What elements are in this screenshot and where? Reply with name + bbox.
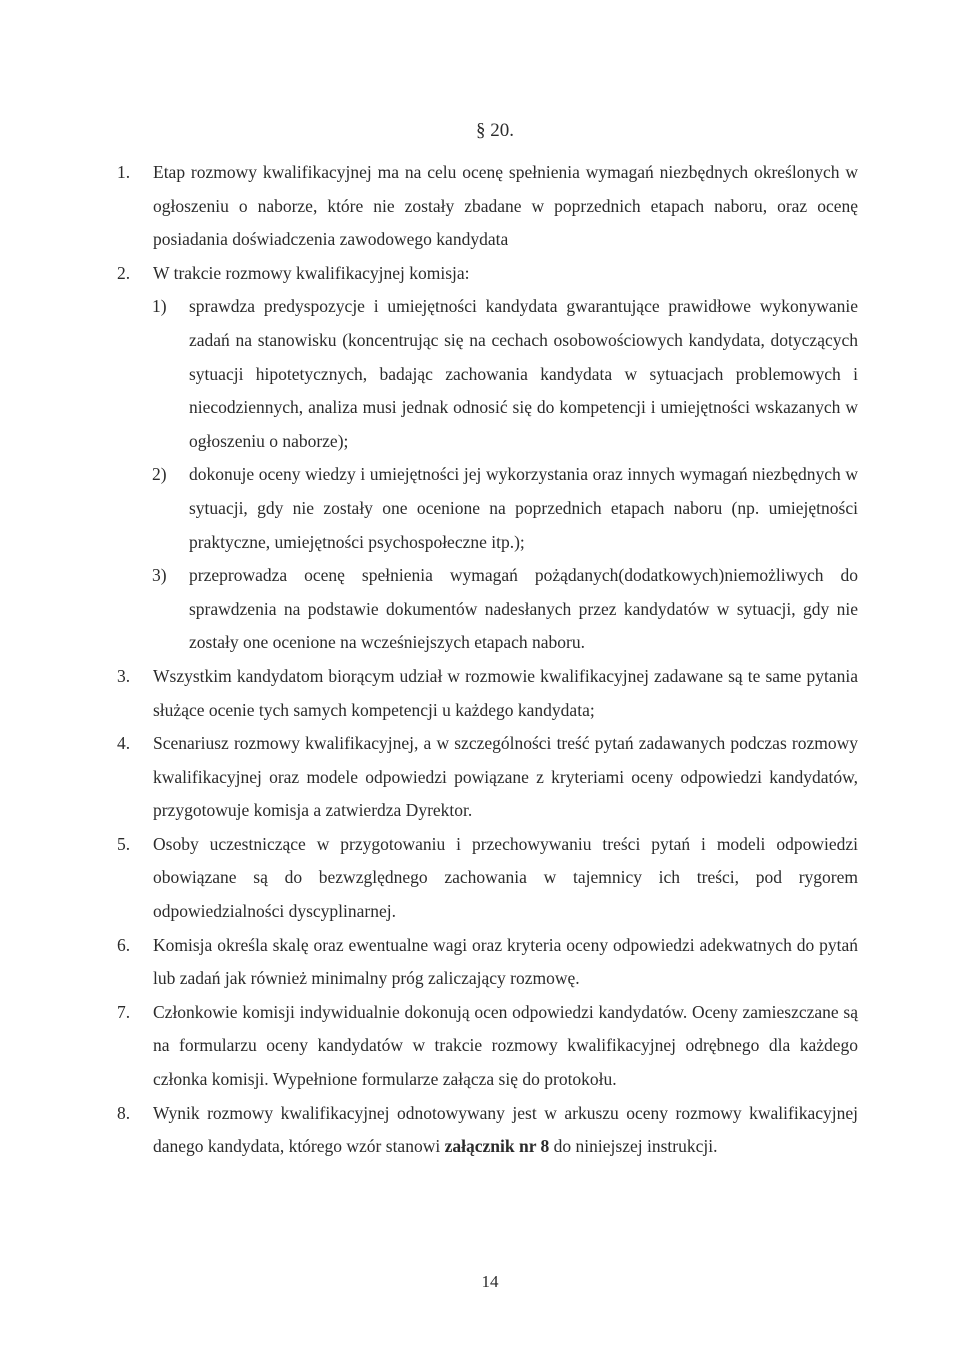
paragraph-5 (0, 828, 960, 929)
paragraph-number: 5. (117, 833, 131, 854)
paragraph-2 (0, 257, 960, 291)
paragraph-number: 3. (117, 665, 131, 686)
paragraph-number: 4. (117, 733, 131, 754)
subparagraph-text: przeprowadza ocenę spełnienia wymagań pożądanych(dodatkowych)niemożliwych do sprawdzenia na podstawie dokumentów nadesłanych przez kandydatów w sytuacji, gdy nie zostały one ocenione na wcześniejszych etapach naboru. (189, 565, 858, 653)
subparagraph-2 (0, 458, 960, 559)
paragraph-list (0, 156, 960, 1164)
paragraph-text: Osoby uczestniczące w przygotowaniu i przechowywaniu treści pytań i modeli odpowiedzi obowiązane są do bezwzględnego zachowania w tajemnicy ich treści, pod rygorem odpowiedzialności dyscyplinarnej. (153, 833, 858, 922)
subparagraph-text: dokonuje oceny wiedzy i umiejętności jej wykorzystania oraz innych wymagań niezbędnych w sytuacji, gdy nie zostały one ocenione na poprzednich etapach naboru (np. umiejętności praktyczne, umiejętności psychospołeczne itp.); (189, 464, 858, 552)
page-number: 14 (481, 1272, 499, 1291)
paragraph-3 (0, 660, 960, 727)
paragraph-6 (0, 929, 960, 996)
paragraph-number: 1. (117, 162, 131, 182)
subparagraph-number: 1) (152, 296, 167, 317)
paragraph-text: Scenariusz rozmowy kwalifikacyjnej, a w szczególności treść pytań zadawanych podczas rozmowy kwalifikacyjnej oraz modele odpowiedzi powiązane z kryteriami oceny odpowiedzi kandydatów, przygotowuje komisja a zatwierdza Dyrektor. (153, 733, 858, 821)
paragraph-text: W trakcie rozmowy kwalifikacyjnej komisja: (153, 262, 470, 283)
paragraph-number: 6. (117, 934, 131, 955)
paragraph-text: Członkowie komisji indywidualnie dokonują ocen odpowiedzi kandydatów. Oceny zamieszczane są na formularzu oceny kandydatów w trakcie rozmowy kwalifikacyjnej odrębnego dla każdego członka komisji. Wypełnione formularze załącza się do protokołu. (153, 1001, 858, 1090)
subparagraph-number: 3) (152, 565, 167, 586)
paragraph-number: 7. (117, 1001, 131, 1022)
paragraph-text: Wszystkim kandydatom biorącym udział w rozmowie kwalifikacyjnej zadawane są te same pytania służące ocenie tych samych kompetencji u każdego kandydata; (153, 665, 858, 720)
paragraph-text: Wynik rozmowy kwalifikacyjnej odnotowywany jest w arkuszu oceny rozmowy kwalifikacyjnej danego kandydata, którego wzór stanowi (153, 1102, 858, 1157)
paragraph-4 (0, 727, 960, 828)
paragraph-7 (0, 996, 960, 1097)
paragraph-1 (0, 156, 960, 257)
paragraph-number: 8. (117, 1102, 131, 1123)
subparagraph-number: 2) (152, 464, 167, 485)
paragraph-number: 2. (117, 262, 131, 283)
paragraph-text: Etap rozmowy kwalifikacyjnej ma na celu ocenę spełnienia wymagań niezbędnych określonych w ogłoszeniu o naborze, które nie zostały zbadane w poprzednich etapach naboru, oraz ocenę posiadania doświadczenia zawodowego kandydata (153, 162, 858, 250)
paragraph-text: Komisja określa skalę oraz ewentualne wagi oraz kryteria oceny odpowiedzi adekwatnych do pytań lub zadań jak również minimalny próg zaliczający rozmowę. (153, 934, 858, 989)
attachment-reference: załącznik nr 8 (444, 1136, 550, 1157)
subparagraph-1 (0, 290, 960, 458)
paragraph-text-end: do niniejszej instrukcji. (549, 1136, 718, 1157)
paragraph-8 (0, 1097, 960, 1164)
section-title: § 20. (476, 120, 514, 141)
subparagraph-text: sprawdza predyspozycje i umiejętności kandydata gwarantujące prawidłowe wykonywanie zadań na stanowisku (koncentrując się na cechach osobowościowych kandydata, dotyczących sytuacji hipotetycznych, badając zachowania kandydata w sytuacjach problemowych i niecodziennych, analiza musi jednak odnosić się do kompetencji i umiejętności wskazanych w ogłoszeniu o naborze); (189, 296, 858, 451)
subparagraph-3 (0, 559, 960, 660)
